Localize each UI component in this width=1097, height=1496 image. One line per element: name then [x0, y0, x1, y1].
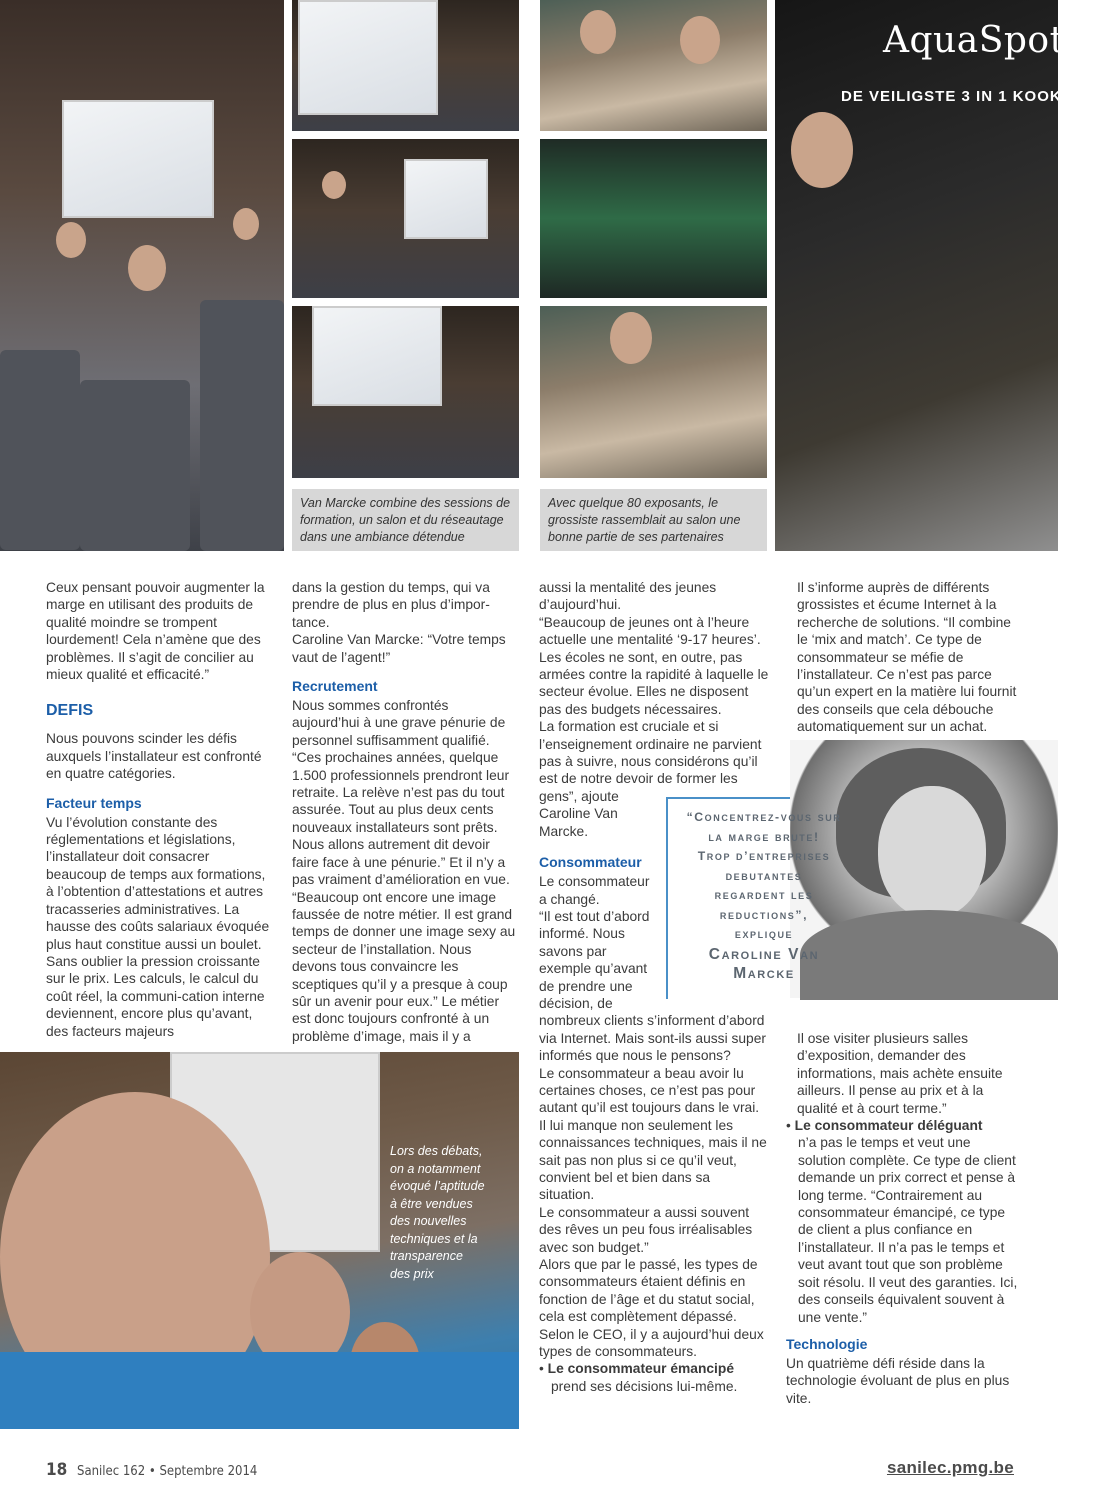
text-line: de prendre une [539, 978, 633, 994]
seat [0, 350, 80, 550]
caption-training: Van Marcke combine des sessions de formation, un salon et du réseautage dans une ambiance détendue [292, 489, 519, 551]
visitor-head [580, 10, 616, 54]
paragraph: Caroline Van Marcke: “Votre temps vaut de l’agent!” [292, 632, 506, 665]
column-2 [292, 579, 519, 1045]
paragraph: Il s’informe auprès de différents grossistes et écume Internet à la recherche de solutions. “Il combine le ‘mix and match’. Ce type de consommateur se méfie de l’installateur. Ce n’est pas parce qu’un expert en la matière lui fournit des conseils que cela débouche automatiquement sur un achat. [797, 580, 1017, 735]
aquaspot-slogan: DE VEILIGSTE 3 IN 1 KOOKKRA [841, 88, 1097, 105]
heading-defis: DEFIS [46, 702, 94, 720]
aquaspot-logo: AquaSpot [883, 20, 1065, 61]
text-line: Caroline Van [539, 806, 618, 822]
photo-conference-room [0, 0, 284, 551]
column-4-top [797, 579, 1018, 736]
quote-line: regardent les [714, 888, 814, 902]
subheading-facteur-temps: Facteur temps [46, 794, 142, 811]
paragraph: Ceux pensant pouvoir augmenter la marge en utilisant des produits de qualité moindre se trompent lourdement! Cela n’amène que des problèmes. Il s’agit de concilier au mieux qualité et efficacité.” [46, 580, 265, 683]
issue-info: Sanilec 162 • Septembre 2014 [77, 1464, 258, 1479]
quote-line: Caroline Van [708, 945, 820, 963]
text-line: Le consommateur [539, 874, 650, 890]
paragraph: “Beaucoup de jeunes ont à l’heure actuelle une mentalité ‘9-17 heures’. Les écoles ne sont, en outre, pas armées contre la rapidité à laquelle le secteur évolue. Elles ne disposent pas des budgets nécessaires. [539, 614, 769, 717]
subheading-consommateur: Consommateur [539, 854, 642, 871]
photo-product-display [540, 139, 767, 298]
paragraph: dans la gestion du temps, qui va prendre de plus en plus d’impor-tance. [292, 580, 490, 630]
quote-line: Marcke [733, 965, 795, 982]
page-number: 18 [46, 1460, 68, 1480]
seat [200, 300, 284, 551]
footer-left [46, 1460, 257, 1480]
paragraph: Vu l’évolution constante des réglementations et législations, l’installateur doit consacrer beaucoup de temps aux formations, à l’obtention d’attestations et autres tracasseries administratives. La hausse des coûts salariaux évoquée plus haut constitue aussi un boulet. Sans oublier la pression croissante sur le prix. Les calculs, le calcul du coût réel, la communi-cation interne deviennent, encore plus qu’avant, des facteurs majeurs [46, 814, 270, 1039]
quote-line: explique [734, 927, 794, 941]
projection-screen [62, 100, 214, 218]
paragraph: aussi la mentalité des jeunes d’aujourd’hui. [539, 580, 717, 613]
projection-screen [298, 0, 438, 115]
bullet-consommateur-deleguant: • Le consommateur déléguant n’a pas le temps et veut une solution complète. Ce type de client demande un prix correct et pense à long terme. “Contrairement au consommateur émancipé, ce type de client a plus confiance en l’installateur. Il n’a pas le temps et veut avant tout que son problème soit résolu. Il veut des garanties. Ici, des conseils équivalent souvent à une vente.” [786, 1118, 1018, 1325]
column-1 [46, 579, 272, 1040]
panelist-shirt [0, 1352, 519, 1429]
photo-aquaspot-stand [775, 0, 1097, 551]
attendee-head [56, 222, 86, 258]
text-line: Marcke. [539, 823, 589, 839]
website-link[interactable]: sanilec.pmg.be [886, 1458, 1014, 1477]
paragraph: Nous sommes confrontés aujourd’hui à une grave pénurie de personnel suffisamment qualifié. “Ces prochaines années, quelque 1.500 professionnels prendront leur retraite. La relève n’est pas du tout assurée. Tout au plus deux cents nouveaux installateurs sont prêts. Nous allons autrement dit devoir faire face à une pénurie.” Et il n’y a pas vraiment d’amélioration en vue. “Beaucoup ont encore une image faussée de notre métier. Il est grand temps de donner une image sexy au secteur de l’installation. Nous devons tous convaincre les sceptiques qu’il y a presque à coup sûr un avenir pour eux.” Le métier est donc toujours confronté à un problème d’image, mais il y a [292, 698, 516, 1044]
quote-line: reductions”, [719, 907, 809, 922]
paragraph: Le consommateur a beau avoir lu certaines choses, ce n’est pas pour autant qu’il est toujours dans le vrai. Il lui manque non seulement les connaissances techniques, mais il ne sait pas non plus si ce qu’il veut, convient bel et bien dans sa situation. [539, 1065, 767, 1203]
quote-line: Trop d’entreprises [697, 849, 831, 863]
pull-quote-text [666, 808, 862, 984]
bullet-text: prend ses décisions lui-même. [551, 1378, 738, 1394]
photo-presenter-pointing [292, 306, 519, 478]
paragraph: La formation est cruciale et si l’enseignement ordinaire ne parvient pas à suivre, nous considérons qu’il est de notre devoir de former les gens”, ajoute [539, 719, 762, 804]
bullet-text: n’a pas le temps et veut une solution complète. Ce type de client demande un prix correct et pense à long terme. “Contrairement au consommateur émancipé, ce type de client a plus confiance en l’installateur. Il n’a pas le temps et veut avant tout que son problème soit résolu. Il veut des garanties. Ici, des conseils équivalent souvent à une vente.” [798, 1135, 1018, 1325]
photo-exhibitors-talking [540, 0, 767, 131]
exhibitor-head [791, 112, 853, 188]
paragraph: Il ose visiter plusieurs salles d’exposition, demander des informations, mais achète ensuite ailleurs. Il pense au prix et à la qualité et à court terme.” [797, 1031, 1003, 1116]
quote-line: la marge brute! [708, 829, 820, 844]
text-line: exemple qu’avant [539, 961, 648, 977]
bullet-title: Le consommateur émancipé [547, 1361, 734, 1377]
speaker-head [322, 171, 346, 199]
attendee-head [128, 245, 166, 291]
text-line: savons par [539, 943, 607, 959]
seat [80, 380, 190, 551]
text-line: décision, de [539, 995, 613, 1011]
bullet-title: Le consommateur déléguant [794, 1118, 983, 1134]
quote-line: “Concentrez-vous sur [686, 810, 842, 824]
visitor-head [610, 312, 652, 364]
paragraph: Nous pouvons scinder les défis auxquels l’installateur est confronté en quatre catégories. [46, 731, 262, 782]
photo-exhibitor-stand [540, 306, 767, 478]
paragraph: Un quatrième défi réside dans la technologie évoluant de plus en plus vite. [786, 1355, 1010, 1406]
projection-screen [404, 159, 488, 239]
photo-speaker-audience [292, 139, 519, 298]
paragraph: Selon le CEO, il y a aujourd’hui deux types de consommateurs. [539, 1326, 764, 1360]
caption-debates: Lors des débats, on a notamment évoqué l’aptitude à être vendues des nouvelles techniques et la transparence des prix [390, 1144, 485, 1281]
text-line: informé. Nous [539, 926, 625, 942]
text-line: a changé. [539, 891, 600, 907]
text-line: “Il est tout d’abord [539, 908, 650, 924]
column-4-bottom [786, 1030, 1018, 1407]
subheading-technologie: Technologie [786, 1335, 868, 1352]
visitor-head [680, 16, 720, 64]
attendee-head [233, 208, 259, 240]
photo-speaker-slide [292, 0, 519, 131]
bullet-consommateur-emancipe: • Le consommateur émancipé prend ses décisions lui-même. [539, 1361, 738, 1394]
paragraph: Alors que par le passé, les types de consommateurs étaient définis en fonction de l’âge et du statut social, cela est complètement dépassé. [539, 1257, 758, 1325]
quote-line: debutantes [725, 868, 803, 883]
caption-exhibitors: Avec quelque 80 exposants, le grossiste rassemblait au salon une bonne partie de ses partenaires [540, 489, 767, 551]
paragraph: Le consommateur a aussi souvent des rêves un peu fous irréalisables avec son budget.” [539, 1204, 753, 1255]
portrait-face [878, 786, 986, 918]
projection-screen [312, 306, 442, 406]
paragraph: nombreux clients s’informent d’abord via Internet. Mais sont-ils aussi super informés que nous le pensons? [539, 1013, 766, 1064]
subheading-recrutement: Recrutement [292, 678, 378, 695]
